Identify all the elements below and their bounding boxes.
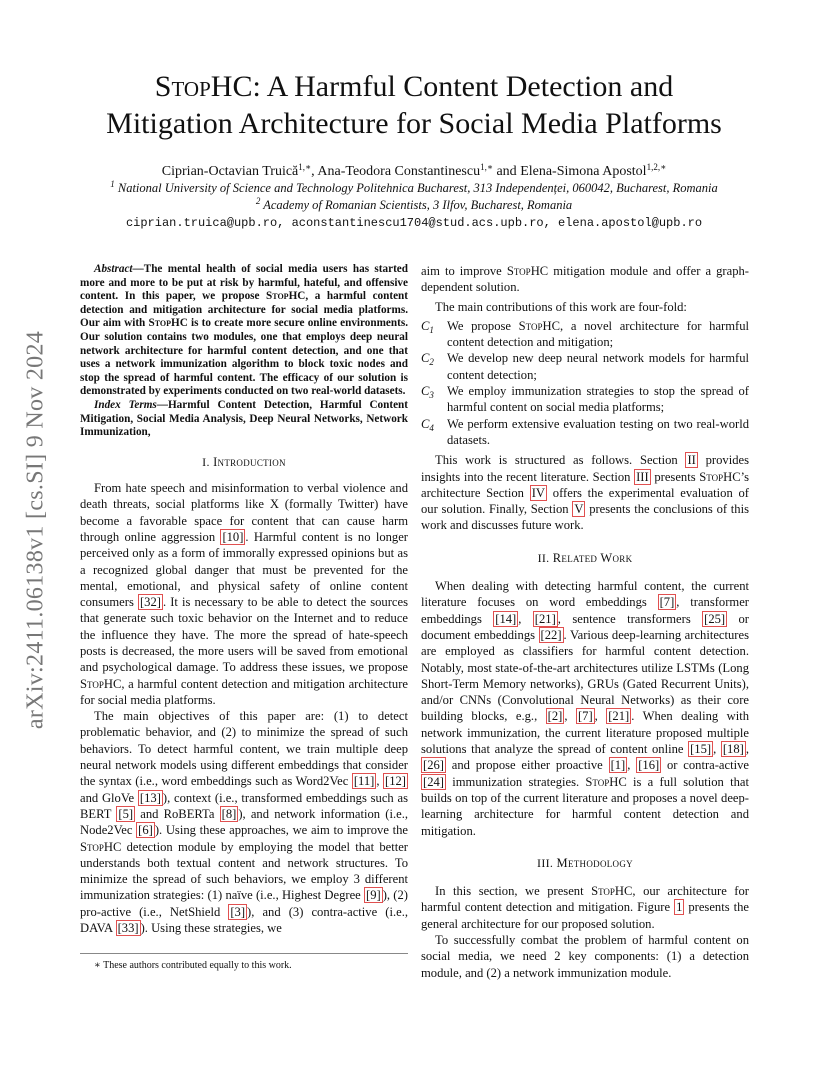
right-column — [421, 263, 749, 981]
citation-link[interactable]: [26] — [423, 758, 444, 773]
contribution-label: $C_1$ — [421, 318, 434, 335]
citation-link[interactable]: [1] — [610, 758, 626, 773]
contribution-label: $C_3$ — [421, 384, 434, 401]
footnote: ∗ These authors contributed equally to this work. — [80, 953, 408, 971]
citation-link[interactable]: [11] — [353, 774, 375, 789]
index-terms: Index Terms—Harmful Content Detection, Harmful Content Mitigation, Social Media Analysis, Deep Neural Networks, Network Immunization, — [80, 398, 408, 439]
paragraph: The main contributions of this work are four-fold: — [435, 299, 687, 314]
contribution-label: $C_2$ — [421, 351, 434, 368]
citation-link[interactable]: [18] — [722, 742, 744, 757]
citation-link[interactable]: [10] — [222, 529, 244, 544]
section-heading-related-work: II. Related Work — [537, 550, 633, 565]
citation-link[interactable]: [21] — [534, 611, 556, 626]
citation-link[interactable]: [25] — [704, 611, 726, 626]
contribution-item: $C_1$ We propose StopHC, a novel architecture for harmful content detection and mitigation; — [421, 318, 750, 350]
citation-link[interactable]: [5] — [118, 806, 134, 821]
paper-title: StopHC: A Harmful Content Detection and Mitigation Architecture for Social Media Platforms — [106, 70, 722, 140]
paragraph: To successfully combat the problem of harmful content on social media, we need 2 key components: (1) a detection module, and (2) a network immunization module. — [421, 932, 749, 980]
citation-link[interactable]: [7] — [659, 595, 675, 610]
citation-link[interactable]: [13] — [139, 790, 161, 805]
citation-link[interactable]: [15] — [690, 742, 712, 757]
author-block — [0, 163, 828, 232]
citation-link[interactable]: [2] — [547, 709, 563, 724]
paragraph: In this section, we present StopHC, our architecture for harmful content detection and mitigation. Figure 1 presents the general architecture for our proposed solution. — [421, 884, 750, 931]
abstract: Abstract—The mental health of social media users has started more and more to be put at risk by harmful, hateful, and offensive content. In this paper, we propose StopHC, a harmful content detection and mitigation architecture for social media platforms. Our aim with StopHC is to create more secure online environments. Our solution contains two modules, one that employs deep neural network architecture for harmful content detection, and one that uses a network immunization algorithm to block toxic nodes and stop the spread of harmful content. The efficacy of our solution is demonstrated by experiments conducted on two real-world datasets. — [80, 263, 408, 398]
citation-link[interactable]: [9] — [366, 888, 381, 903]
arxiv-identifier: arXiv:2411.06138v1 [cs.SI] 9 Nov 2024 — [22, 330, 49, 730]
paragraph: This work is structured as follows. Section II provides insights into the recent literature. Section III presents StopHC’s architecture Section IV offers the experimental evaluation of our solution. Finally, Section V presents the conclusions of this work and discusses future work. — [421, 453, 750, 533]
figure-link[interactable]: 1 — [676, 900, 683, 915]
left-column — [80, 263, 408, 936]
section-link[interactable]: V — [574, 502, 584, 517]
section-heading-introduction: I. Introduction — [202, 454, 286, 469]
citation-link[interactable]: [22] — [540, 627, 562, 642]
citation-link[interactable]: [32] — [139, 595, 161, 610]
citation-link[interactable]: [21] — [608, 709, 630, 724]
section-link[interactable]: II — [687, 453, 696, 468]
citation-link[interactable]: [12] — [385, 774, 406, 789]
paragraph: The main objectives of this paper are: (1) to detect problematic behavior, and (2) to minimize the spread of such behaviors. To detect harmful content, we train multiple deep neural network models using different embeddings that consider the syntax (i.e., word embeddings such as Word2Vec [11] , [12] and GloVe [13] ), context (i.e., transformed embeddings such as BERT [5] and RoBERTa [8] ), and network information (i.e., Node2Vec [6] ). Using these approaches, we aim to improve the StopHC detection module by employing the model that better understands both textual content and network structures. To minimize the spread of such behaviors, we employ 3 different immunization strategies: (1) naïve (i.e., Highest Degree [9] ), (2) pro-active (i.e., NetShield [3] ), and (3) contra-active (i.e., DAVA [33] ). Using these strategies, we — [80, 709, 408, 936]
citation-link[interactable]: [16] — [638, 758, 660, 773]
affiliation-2: $^2$ Academy of Romanian Scientists, 3 Ilfov, Bucharest, Romania — [255, 196, 573, 212]
contribution-item: $C_4$ We perform extensive evaluation testing on two real-world datasets. — [421, 416, 749, 447]
paragraph: aim to improve StopHC mitigation module and offer a graph-dependent solution. — [421, 264, 749, 295]
citation-link[interactable]: [8] — [221, 806, 237, 821]
citation-link[interactable]: [3] — [230, 904, 246, 919]
section-link[interactable]: IV — [531, 485, 546, 500]
citation-link[interactable]: [14] — [495, 611, 517, 626]
citation-link[interactable]: [24] — [423, 774, 444, 789]
section-heading-methodology: III. Methodology — [537, 855, 633, 870]
contribution-item: $C_2$ We develop new deep neural network models for harmful content detection; — [421, 351, 749, 382]
paragraph: When dealing with detecting harmful content, the current literature focuses on word embeddings [7] , transformer embeddings [14] , [21] , sentence transformers [25] or document embeddings [22] . Various deep-learning architectures are employed as classifiers for harmful content detection. Notably, most state-of-the-art architectures utilize LSTMs (Long Short-Term Memory networks), GRUs (Gated Recurrent Units), and/or CNNs (Convolutional Neural Networks) as their core building blocks, e.g., [2] , [7] , [21] . When dealing with network immunization, the current literature proposed multiple solutions that analyze the spread of content online [15] , [18] , [26] and propose either proactive [1] , [16] or contra-active [24] immunization strategies. StopHC is a full solution that builds on top of the current literature and proposes a novel deep-learning architecture for harmful content detection and mitigation. — [421, 579, 749, 838]
contribution-label: $C_4$ — [421, 416, 434, 433]
author-names: Ciprian-Octavian Truică$^{1,∗}$, Ana-Teodora Constantinescu$^{1,∗}$ and Elena-Simona Apostol$^{1,2,∗}$ — [161, 162, 667, 179]
section-link[interactable]: III — [636, 469, 649, 484]
citation-link[interactable]: [33] — [117, 921, 139, 936]
paragraph: From hate speech and misinformation to verbal violence and death threats, social platforms like X (formally Twitter) have become a favorable space for content that can cause harm through online aggression [10] . Harmful content is no longer perceived only as a form of immorally expressed opinions but as a recognized global danger that must be prevented for the mental, emotional, and physical safety of online content consumers [32] . It is necessary to be able to detect the sources that generate such toxic behavior on the Internet and to reduce the influence they have. The more the spread of hate-speech posts is decreased, the more users will be saved from emotional and psychological damage. To address these issues, we propose StopHC, a harmful content detection and mitigation architecture for social media platforms. — [80, 481, 408, 707]
citation-link[interactable]: [7] — [577, 709, 593, 724]
affiliation-1: $^1$ National University of Science and Technology Politehnica Bucharest, 313 Independenței, 060042, Bucharest, Romania — [110, 179, 718, 195]
citation-link[interactable]: [6] — [138, 823, 153, 838]
author-emails: ciprian.truica@upb.ro, aconstantinescu1704@stud.acs.upb.ro, elena.apostol@upb.ro — [125, 216, 703, 230]
contribution-item: $C_3$ We employ immunization strategies to stop the spread of harmful content on social media platforms; — [421, 384, 749, 415]
